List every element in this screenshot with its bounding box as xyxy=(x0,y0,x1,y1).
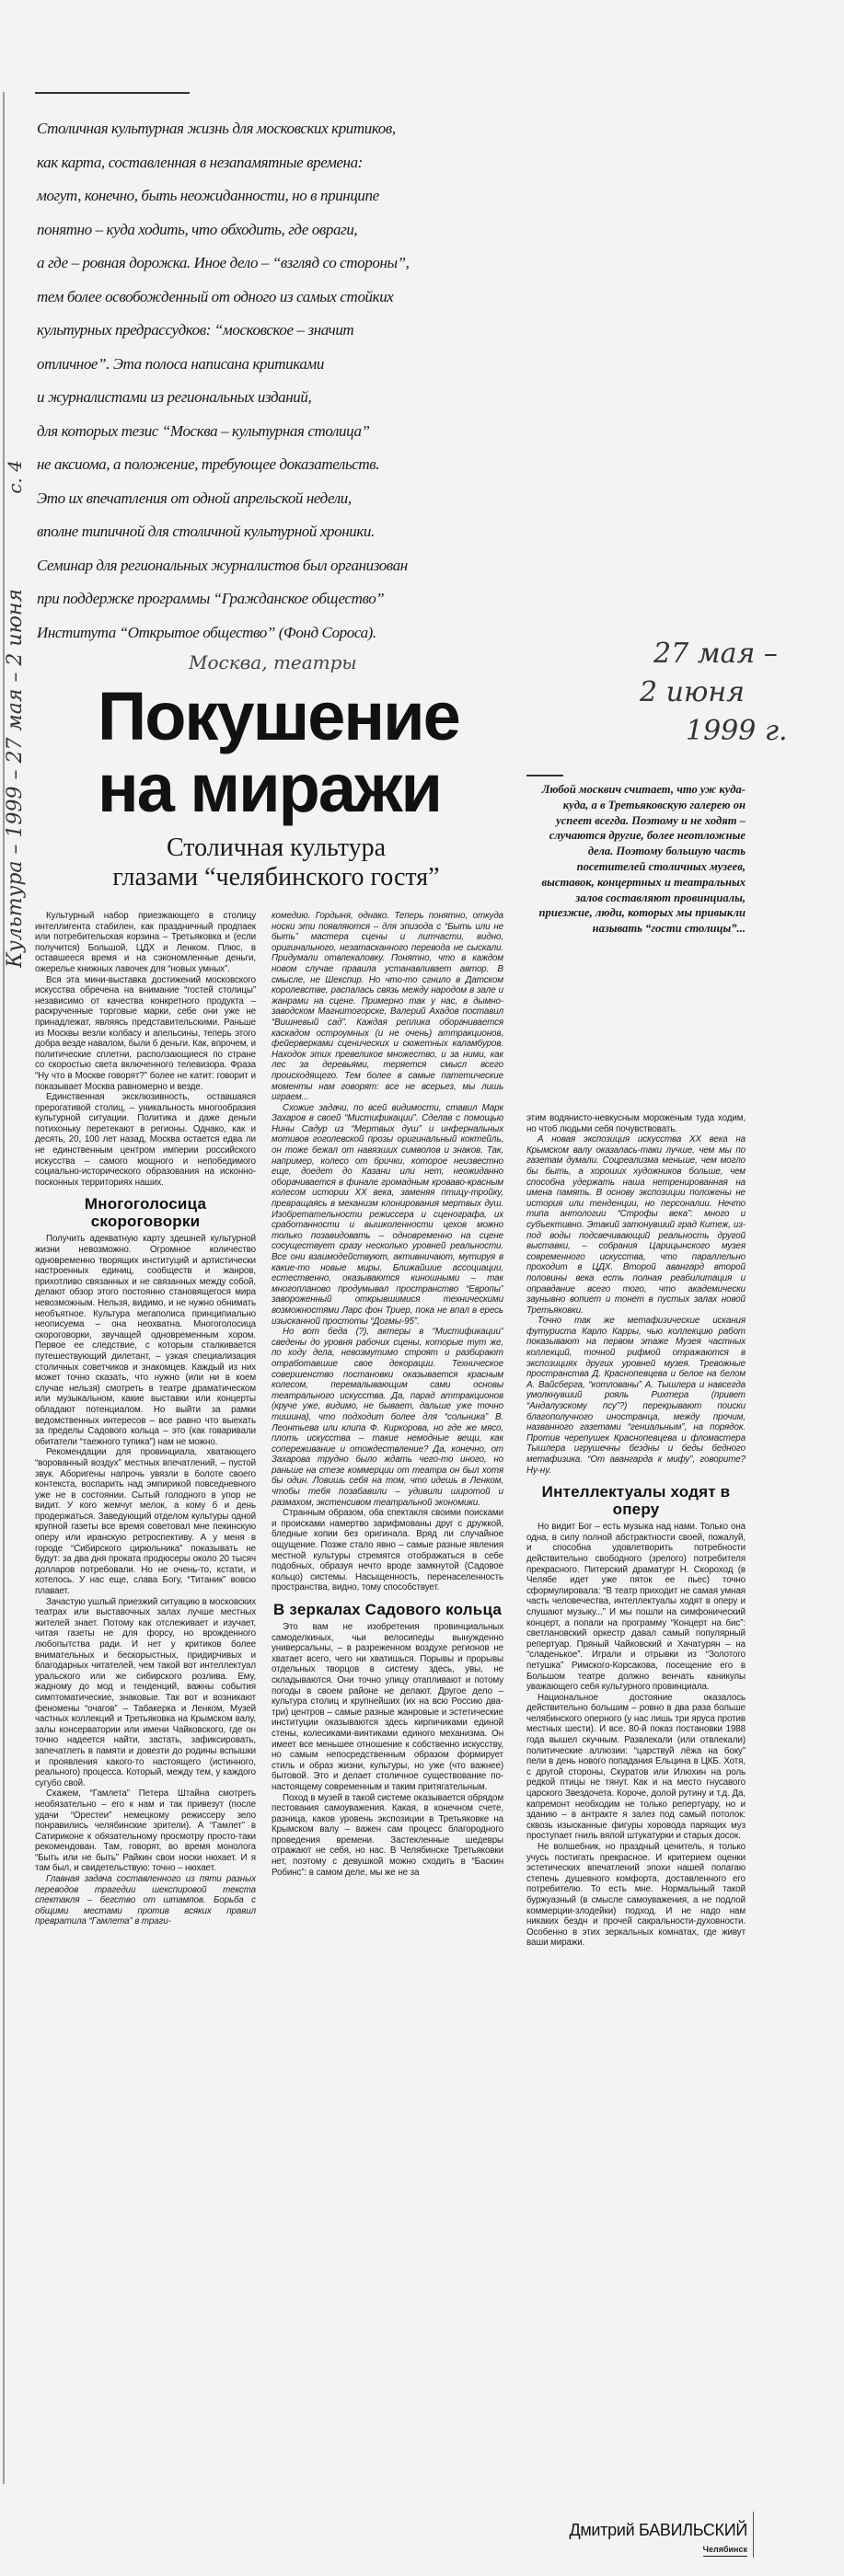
article-subtitle xyxy=(55,834,497,892)
paragraph: Зачастую ушлый приезжий ситуацию в московских театрах или выставочных залах лучше местных жителей знает. Потому как отслеживает и изучает, читая газеты не для форсу, но врожденного любопытства ради. И нет у критиков более внимательных и бескорыстных, придирчивых и благодарных читателей, чем такой вот интеллектуал уральского или же сибирского розлива. Ему, жадному до мод и тенденций, важны события симптоматические, знаковые. Так вот и возникают феномены “очагов” – Табакерка и Ленком, Музей частных коллекций и Третьяковка на Крымском валу, залы консерватории или имени Чайковского, где он точно надеется найти, застать, зафиксировать, запечатлеть в памяти и довезти до родины вспышки и проявления какого-то настоящего (истинного, реального) процесса. Который, между тем, у каждого сугубо свой. xyxy=(35,1596,256,1788)
handwritten-date xyxy=(635,635,828,751)
author-city: Челябинск xyxy=(703,2545,747,2557)
headline-line: на миражи xyxy=(98,750,441,826)
paragraph: Вся эта мини-выставка достижений московского искусства обречена на внимание “гостей столицы” независимо от качества конкретного продукта – раскрученные торговые марки, себе они уже не принадлежат, являясь представительскими. Раньше из Москвы везли колбасу и апельсины, теперь этого добра везде навалом, были б деньги. Как, впрочем, и политические сплетни, расползающиеся по стране со скоростью света включенного телевизора. Фраза “Ну что в Москве говорят?” более не катит: говорит и показывает Москва равномерно и везде. xyxy=(35,974,256,1092)
article-headline xyxy=(98,678,503,826)
lead-line: не аксиома, а положение, требующее доказательств. xyxy=(37,455,380,473)
lead-line: Института “Открытое общество” (Фонд Сороса). xyxy=(37,623,376,641)
lead-line: как карта, составленная в незапамятные времена: xyxy=(37,153,363,171)
section-subhead: В зеркалах Садового кольца xyxy=(273,1601,502,1618)
lead-line: Это их впечатления от одной апрельской недели, xyxy=(37,489,352,507)
paragraph: Рекомендации для провинциала, хватающего “ворованный воздух” местных впечатлений, – пустой звук. Аборигены напрочь увязли в болоте своего контекста, воспарить над эмпирикой повседневного уже не в состоянии. Сытый голодного в упор не видит. У кого жемчуг мелок, а кому б и день продержаться. Заведующий отделом культуры одной крупной газеты все время советовал мне пекинскую оперу или иранскую ретроспективу. А у меня в городе “Сибирского цирюльника” показывать не будут: за два дня проката продюсеры около 20 тысяч долларов потребовали. Но не очень-то, кстати, и хотелось. У нас еще, слава Богу, “Титаник” вовсю плавает. xyxy=(35,1447,256,1597)
lead-line: могут, конечно, быть неожиданности, но в принципе xyxy=(37,187,379,204)
author-name: Дмитрий БАВИЛЬСКИЙ xyxy=(569,2521,747,2539)
lead-intro xyxy=(37,112,515,650)
lead-line: а где – ровная дорожка. Иное дело – “взгляд со стороны”, xyxy=(37,254,410,271)
clipping-left-edge xyxy=(3,92,5,2484)
paragraph: Национальное достояние оказалось действительно большим – ровно в два раза больше челябинского оперного (у нас лишь три яруса против местных шести). И все. 80-й показ постановки 1988 года вышел скучным. Развлекали (или отвлекали) политические аллюзии: “царствуй лёжа на боку” пели в день нового попадания Ельцина в ЦКБ. Хотя, с другой стороны, Скуратов или Илюхин на роль редкой птицы не тянут. Как и на место гнусавого царского Звездочета. Короче, долой рутину и т.д. Да, капремонт необходим не только репертуару, но и зданию – в антракте я залез под самый потолок: сквозь изысканные фигуры хоровода парящих муз проступает гниль вялой штукатурки и старых досок. xyxy=(526,1692,746,1842)
section-subhead: Интеллектуалы ходят в оперу xyxy=(541,1483,731,1519)
lead-line: отличное”. Эта полоса написана критиками xyxy=(37,354,324,373)
lead-line: вполне типичной для столичной культурной хроники. xyxy=(37,523,375,540)
handwritten-page-ref: с. 4 xyxy=(4,460,26,494)
italic-paragraph: Схожие задачи, по всей видимости, ставил Марк Захаров в своей “Мистификации”. Сделав с помощью Нины Садур из “Мертвых душ” и инфернальных мотивов гоголевской прозы оригинальный коктейль, он тоже бежал от навязших символов и знаков. Так, например, колесо от брички, которое неизвестно еще, доедет до Казани или нет, неожиданно оборачивается в финале громадным кроваво-красным колесом истории XX века, заменяя птицу-тройку, превращаясь в механизм клонирования мертвых душ. Изобретательности режиссера и сценографа, их сработанности и вышколенности цехов можно только позавидовать – одновременно на сцене сосуществует сразу несколько уровней реальности. Все они взаимодействуют, активничают, мутируя в какие-то новые миры. Ближайшие ассоциации, естественно, оказываются киношными – так многопланово продумывал пространство “Европы” завороженный открывшимися техническими возможностями Ларс фон Триер, пока не впал в ересь изысканной простоты “Догмы-95”. xyxy=(272,1102,503,1327)
lead-line: для которых тезис “Москва – культурная столица” xyxy=(37,421,370,440)
article-column-2 xyxy=(272,911,503,2567)
handwritten-date-line: 2 июня xyxy=(640,676,745,708)
paragraph: этим водянисто-невкусным мороженым туда ходим, но чтоб людьми себя почувствовать. xyxy=(526,1113,746,1134)
paragraph: Скажем, “Гамлета” Петера Штайна смотреть необязательно – его к нам и так привезут (после удачи “Орестеи” немецкому режиссеру зело понравились челябинские зрители). А “Гамлет” в Сатириконе к обязательному просмотру просто-таки рекомендован. Там, говорят, во время монолога “Быть или не быть” Райкин свои носки нюхает. И я там был, и свидетельствую: точно – нюхает. xyxy=(35,1788,256,1874)
article-column-3 xyxy=(526,1113,746,2493)
headline-line: Покушение xyxy=(98,678,459,754)
lead-line: понятно – куда ходить, что обходить, где овраги, xyxy=(37,220,358,238)
italic-paragraph: Но вот беда (?), актеры в “Мистификации” сведены до уровня рабочих сцены, которые тут же, по ходу дела, невозмутимо строят и разбирают отработавшие свое декорации. Техническое совершенство постановки оказывается красным колесом, перемалывающим сами основы театрального искусства. Да, парад аттракционов (круче уже, видимо, не бывает, дальше уже точно тишина), что подходит более для “сольника” В. Леонтьева или клипа Ф. Киркорова, но где же мясо, плоть искусства – такие немодные вещи, как сопереживание и отождествление? Да, конечно, от Захарова трудно было ждать чего-то иного, но раньше на стезе коммерции от театра он был хотя бы один. Ловишь себя на том, что идешь в Ленком, чтобы тебя позабавили – удивили широтой и размахом, экстенсивом театральной экономики. xyxy=(272,1327,503,1508)
column-rule xyxy=(753,2512,754,2558)
lead-line: при поддержке программы “Гражданское общество” xyxy=(37,590,385,607)
paragraph: Получить адекватную карту здешней культурной жизни невозможно. Огромное количество одновременно творящих институций и артистически настроенных единиц, сообществ и жанров, прихотливо связанных и не связанных между собой, делают обзор этого постоянно становящегося мира невозможным. Нельзя, видимо, и не нужно обнимать необъятное. Культура мегаполиса принципиально неописуема – она неохватна. Многоголосица скороговорки, звучащей одновременным хором. Первое ее следствие, с которым сталкивается путешествующий дилетант, – узкая специализация столичных советчиков и знакомцев. Каждый из них может точно сказать, что нужно (или ни в коем случае нельзя) смотреть в театре драматическом или музыкальном, какие выставки или концерты обладают потенциалом. Но выйти за рамки ведомственных интересов – все равно что выехать за пределы Садового кольца – это (как говаривали обитатели “таежного тупика”) нам не можно. xyxy=(35,1234,256,1447)
italic-paragraph: комедию. Гордыня, однако. Теперь понятно, откуда носки эти появляются – для эпизода с “Быть или не быть” мастера сцены и литчасти, видно, оригинального, незатасканного перевода не сыскали. Придумали отвлекаловку. Понятно, что в каждом новом случае правила устанавливает автор. В смысле, не Шекспир. Но что-то сгнило в Датском королевстве, распалась связь между народом в зале и жанрами на сцене. Примерно так у нас, в дымно-заводском Магнитогорске, Валерий Ахадов поставил “Вишневый сад”. Каждая реплика оборачивается каскадом остроумных (и не очень) аттракционов, фейерверками сценических и сюжетных каламбуров. Находок этих превеликое множество, и за ними, как лес за деревьями, теряется смысл всего происходящего. Тем более в самые патетические моменты нам говорят: все не всерьез, мы лишь играем... xyxy=(272,911,503,1103)
handwritten-source-note: Культура – 1999 – 27 мая – 2 июня xyxy=(4,589,27,969)
lead-line: Семинар для региональных журналистов был организован xyxy=(37,556,408,574)
paragraph: Культурный набор приезжающего в столицу интеллигента стабилен, как праздничный продпаек или потребительская корзина – Третьяковка и (если получится) Большой, ЦДХ и Ленком. Плюс, в оставшееся время и на сэкономленные деньги, ожерелье книжных лавочек для “новых умных”. xyxy=(35,911,256,974)
paragraph: Единственная эксклюзивность, оставшаяся прерогативой столиц, – уникальность многообразия культурной ситуации. Политика и даже деньги потихоньку перетекают в регионы. Однако, как и десять, 20, 100 лет назад, Москва остается едва ли не единственным центром империи российского искусства – самого мощного и непобедимого социально-исторического образования на исконно-посконных территориях наших. xyxy=(35,1092,256,1188)
handwritten-rubric: Москва, театры xyxy=(189,651,357,673)
italic-paragraph: Точно так же метафизические искания футуриста Карло Карры, чью коллекцию работ показывают на первом этаже Музея частных коллекций, точной рифмой отражаются в экспозициях других уровней музея. Тревожные пространства Д. Краснопевцева и белое на белом А. Вайсберга, “котлованы” А. Тышлера и навсегда умолкнувший рояль Рихтера (привет “Андалузскому псу”?) перекрывают поиски благополучного иностранца, между прочим, названного газетами “гениальным”, на порядок. Против черепушек Краснопевцева и фломастера Тышлера игрушечны бездны и беды бедного метафизика. “От авангарда к мифу”, говорите? Ну-ну. xyxy=(526,1316,746,1476)
paragraph: Не волшебник, но праздный ценитель, я только учусь постигать прекрасное. И критерием оценки эстетических впечатлений эпохи нашей полагаю степень душевного комфорта, доставленного его потребителю. То есть мне. Нормальный такой буржуазный (в смысле самоуважения, а не подлой коммерции-злодейки) подход. И не надо нам никаких бездн и прочей сакральности-духовности. Особенно в этих зеркальных комнатах, где живут ваши миражи. xyxy=(526,1842,746,1949)
paragraph: Это вам не изобретения провинциальных самоделкиных, чьи велосипеды вынужденно универсальны, – в разреженном воздухе регионов не хватает всего, чего ни хватишься. Порывы и прорывы отдельных творцов в систему здесь, увы, не складываются. Они точно улицу отапливают и потому погоды в своем районе не делают. Другое дело – культура столиц и крупнейших (их на всю Россию два-три) центров – самые разные жанровые и эстетические институции оказываются здесь кирпичиками единой стены, колесиками-винтиками единого механизма. Он имеет все меньшее отношение к собственно искусству, но самым непосредственным образом формирует стиль и образ жизни, культуры, но уже (что важнее) бытовой. Это и делает столичное существование по-настоящему современным и таким притягательным. xyxy=(272,1622,503,1792)
subtitle-line: Столичная культура xyxy=(166,834,387,862)
lead-top-rule xyxy=(35,92,190,94)
italic-paragraph: Главная задача составленного из пяти разных переводов трагедии шекспировой текста спектакля – бегство от штампов. Борьба с общими местами против всяких правил превратила “Гамлета” в траги- xyxy=(35,1874,256,1927)
handwritten-date-line: 1999 г. xyxy=(686,715,788,747)
pullquote-rule xyxy=(526,775,563,776)
lead-line: культурных предрассудков: “московское – значит xyxy=(37,321,354,339)
lead-line: и журналистами из региональных изданий, xyxy=(37,388,312,406)
handwritten-date-line: 27 мая – xyxy=(653,638,778,670)
byline xyxy=(526,2521,747,2557)
italic-paragraph: А новая экспозиция искусства XX века на Крымском валу оказалась-таки лучше, чем мы по газетам думали. Соцреализма меньше, чем могло бы быть, а хороших художников больше, чем способна удержать наша нетренированная на имена память. В основу экспозиции положены не история или тенденции, но персоналии. Нечто типа антологии “Строфы века”: много и субъективно. Этакий затонувший град Китеж, из-под воды подсвечивающий реальность другой выставки, – собрания Царицынского музея современного искусства, что параллельно проходит в ЦДХ. Второй авангард второй половины века есть полная реабилитация и оправдание всего того, что академически заунывно вопиет и тонет в пустых залах новой Третьяковки. xyxy=(526,1134,746,1316)
paragraph: Странным образом, оба спектакля своими поисками и происками намертво зарифмованы друг с дружкой, бледные копии без оригинала. Вряд ли случайное ощущение. Позже стало явно – самые разные явления местной культуры стремятся отображаться в себе подобных, образуя нечто вроде замкнутой (Садовое кольцо) системы. Насыщенность, перенаселенность пространства, видно, тому способствует. xyxy=(272,1508,503,1593)
subtitle-line: глазами “челябинского гостя” xyxy=(112,863,440,891)
article-column-1 xyxy=(35,911,256,2567)
section-subhead: Многоголосица скороговорки xyxy=(84,1195,207,1231)
paragraph: Поход в музей в такой системе оказывается обрядом пестования самоуважения. Какая, в конечном счете, разница, каков уровень экспозиции в Третьяковке на Крымском валу – важен сам процесс благородного проведения времени. Застекленные шедевры отражают не себя, но нас. В Челябинске Третьяковки нет, поэтому с девушкой можно сходить в “Баскин Робинс”: в самом деле, мы же не за xyxy=(272,1792,503,1878)
paragraph: Но видит Бог – есть музыка над нами. Только она одна, в силу полной абстрактности своей, пожалуй, и способна удовлетворить потребности действительно свободного (зрелого) потребителя прекрасного. Питерский драматург Н. Скороход (в Челябе идет уже пяток ее пьес) точно сформулировала: “В театр приходит не самая умная часть человечества, интеллектуалы ходят в оперу и слушают музыку...” И мы пошли на симфонический концерт, а попали на программу “Концерт на бис”: светлановский оркестр давал самый популярный репертуар. Пряный Чайковский и Хачатурян – на “сладенькое”. Играли и отрывки из “Золотого петушка” Римского-Корсакова, посещение его в Большом театре должно венчать каникулы уважающего себя культурного провинциала. xyxy=(526,1522,746,1693)
lead-line: тем более освобожденный от одного из самых стойких xyxy=(37,287,394,305)
pullquote: Любой москвич считает, что уж куда-куда, а в Третьяковскую галерею он успеет всегда. Поэтому и не ходят – случаются другие, более неотложные дела. Поэтому большую часть посетителей столичных музеев, выставок, концертных и театральных залов составляют провинциалы, приезжие, люди, которых мы привыкли называть “гости столицы”... xyxy=(538,783,746,936)
lead-line: Столичная культурная жизнь для московских критиков, xyxy=(37,120,396,137)
